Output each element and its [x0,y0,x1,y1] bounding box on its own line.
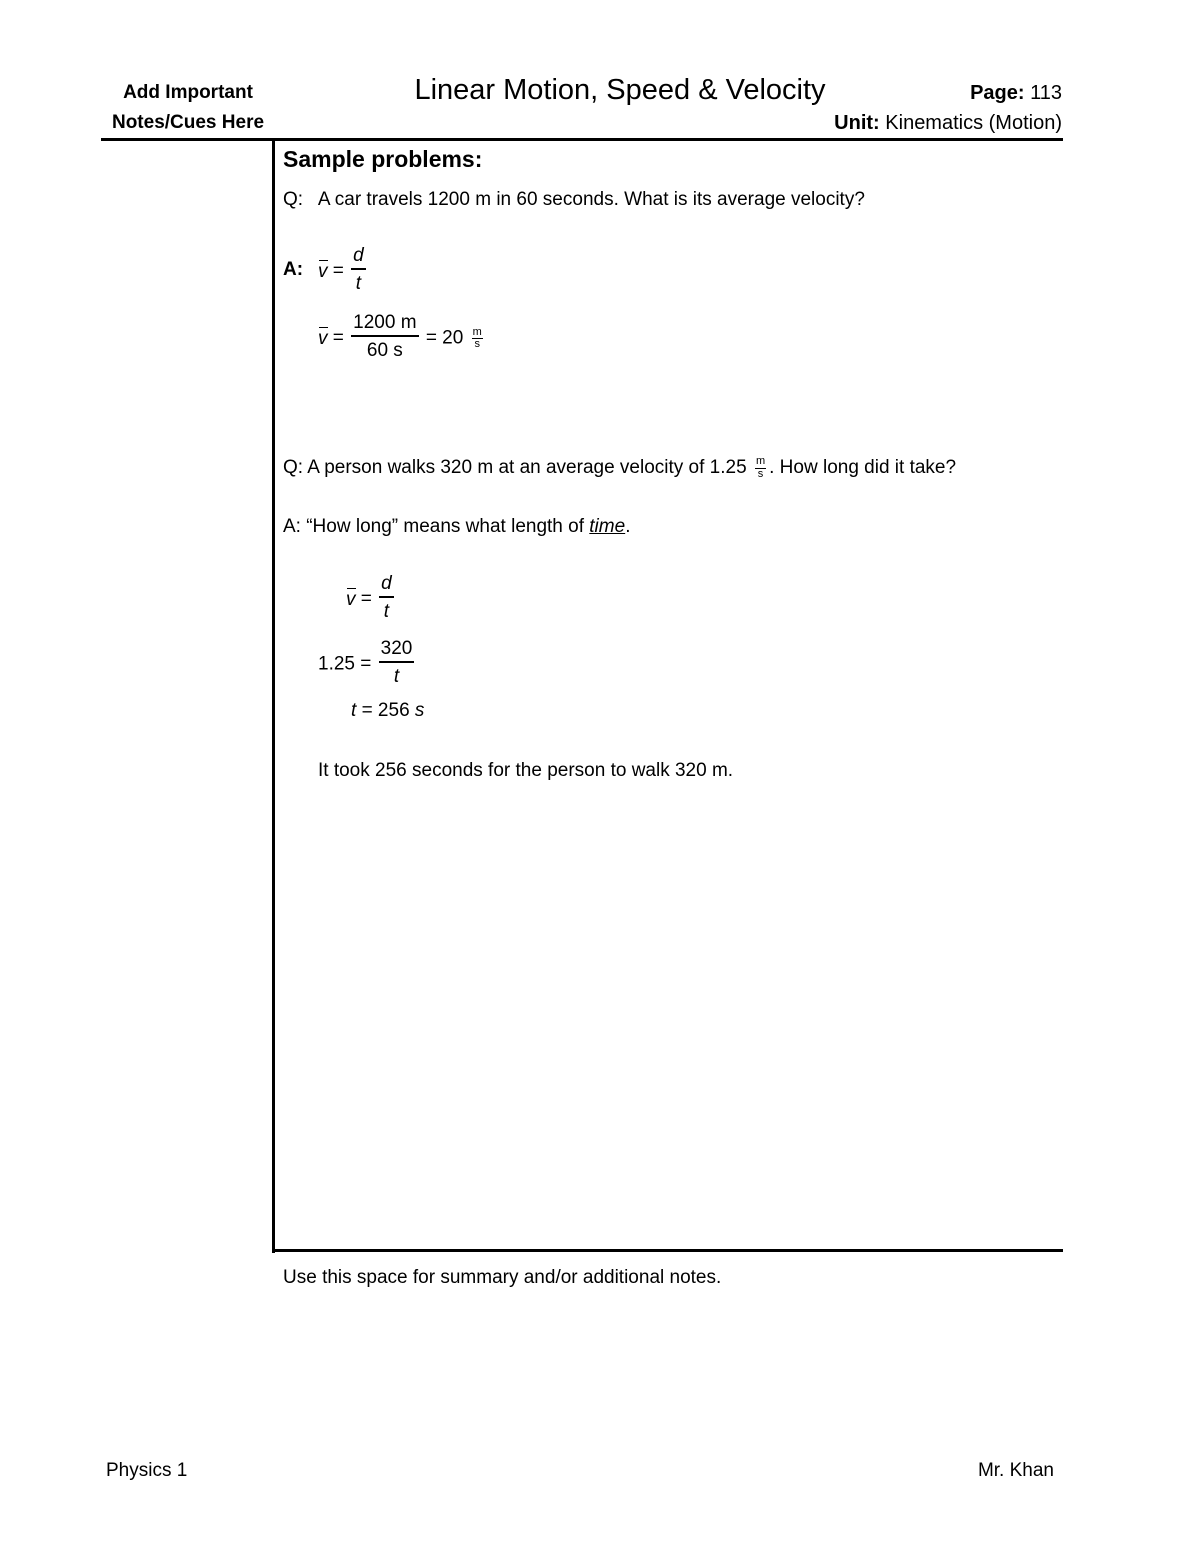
equation-velocity-definition-2: v = $\frac{d}{t}$ [346,573,396,626]
problem2-answer-intro [283,516,630,538]
equation-solution [351,700,424,722]
problem2-question [283,456,956,480]
unit-m-per-s [472,327,483,351]
fraction-1200m-over-60s [351,312,418,365]
question-text-part1: A person walks 320 m at an average velocity of 1.25 [307,457,747,479]
question-text-part2: . How long did it take? [769,457,957,479]
page-number-value: 113 [1030,82,1062,104]
problem2-conclusion: It took 256 seconds for the person to walk 320 m. [318,760,734,781]
unit-denominator: s [474,338,480,351]
answer-emphasis: time [589,516,626,537]
time-symbol: t [351,700,357,721]
unit-info [834,112,1062,135]
page-label: Page: [970,82,1025,104]
section-heading: Sample problems: [283,146,483,172]
q-label: Q: [283,189,304,210]
unit-denominator: s [757,467,764,480]
unit-numerator: m [472,325,482,338]
equation-velocity-definition: v = $\frac{d}{t}$ [318,245,368,298]
unit-label: Unit: [834,112,880,134]
equation-substitution [318,638,416,691]
fraction-320-over-t [379,638,415,691]
header-divider [101,138,1063,141]
numerator: 1200 m [351,312,418,337]
numerator: 320 [379,638,415,663]
solution-value: = 256 [361,700,410,721]
fraction-d-over-t [379,573,394,626]
page-number [970,82,1062,105]
fraction-d-over-t [351,245,366,298]
unit-value: Kinematics (Motion) [885,112,1062,134]
denominator: t [393,665,400,687]
question-text: A car travels 1200 m in 60 seconds. What is its average velocity? [317,189,865,210]
denominator: 60 s [366,339,403,361]
cue-column-label-line2: Notes/Cues Here [111,112,265,133]
denominator: t [383,600,390,622]
a-label: A: [283,516,301,537]
footer-course: Physics 1 [106,1460,188,1481]
unit-m-per-s [755,456,766,480]
cue-column-label-line1: Add Important [123,82,253,103]
equation-lhs: 1.25 = [318,653,372,675]
answer-period: . [625,516,631,537]
v-bar-symbol: v [346,588,356,610]
cue-column-divider [272,138,275,1253]
denominator: t [355,272,362,294]
numerator: d [379,573,394,598]
v-bar-symbol: v [318,327,328,349]
q-label: Q: [283,457,304,479]
answer-text: “How long” means what length of [306,516,584,537]
unit-numerator: m [755,455,766,467]
equation-velocity-calculation: v = $\frac{1200 m}{60 s}$ = 20 $\frac{m}{s}$ [318,312,486,365]
problem1-question [283,189,865,211]
summary-divider [272,1249,1063,1252]
solution-unit: s [414,700,425,721]
v-bar-symbol: v [318,260,328,282]
summary-prompt: Use this space for summary and/or additional notes. [283,1267,722,1288]
a-label: A: [283,259,304,280]
numerator: d [351,245,366,270]
page-title: Linear Motion, Speed & Velocity [414,74,826,106]
result-value: = 20 [425,327,464,349]
footer-author: Mr. Khan [977,1460,1054,1481]
